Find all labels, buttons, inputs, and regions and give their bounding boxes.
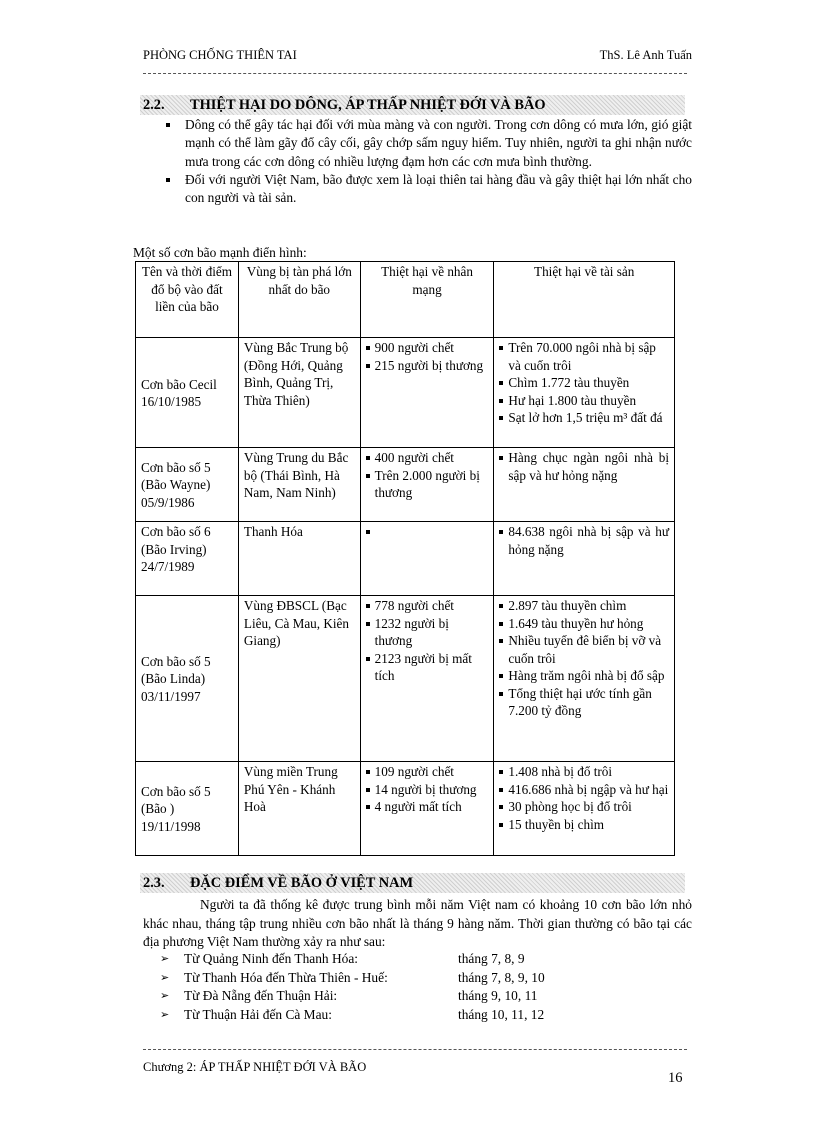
storm-name: Cơn bão Cecil 16/10/1985 bbox=[136, 338, 239, 448]
storm-human bbox=[360, 596, 494, 762]
region-months: tháng 9, 10, 11 bbox=[458, 988, 538, 1004]
list-item: 2123 người bị mất tích bbox=[366, 650, 489, 685]
list-item: Hàng chục ngàn ngôi nhà bị sập và hư hỏng nặng bbox=[499, 449, 669, 484]
list-item: 2.897 tàu thuyền chìm bbox=[499, 597, 669, 615]
storm-property bbox=[494, 522, 675, 596]
storm-area: Vùng ĐBSCL (Bạc Liêu, Cà Mau, Kiên Giang) bbox=[238, 596, 360, 762]
storm-season-paragraph: Người ta đã thống kê được trung bình mỗi năm Việt nam có khoảng 10 cơn bão lớn nhỏ khác nhau, tháng tập trung nhiều cơn bão nhất là tháng 9 hàng năm. Thời gian thường có bão tại các địa phương Việt Nam thường xảy ra như sau: bbox=[143, 897, 692, 950]
page-number: 16 bbox=[668, 1070, 683, 1086]
footer-divider bbox=[143, 1049, 687, 1050]
region-name: Từ Quảng Ninh đến Thanh Hóa: bbox=[184, 951, 358, 966]
storm-human bbox=[360, 338, 494, 448]
header-cell: Thiệt hại về tài sản bbox=[494, 262, 675, 338]
arrow-bullet-icon: ➢ bbox=[160, 1008, 170, 1021]
region-months: tháng 7, 8, 9, 10 bbox=[458, 969, 545, 985]
list-item: 15 thuyền bị chìm bbox=[499, 816, 669, 834]
storm-property bbox=[494, 448, 675, 522]
list-item: 215 người bị thương bbox=[366, 357, 489, 375]
storm-property bbox=[494, 596, 675, 762]
header-title: PHÒNG CHỐNG THIÊN TAI bbox=[143, 48, 297, 62]
list-item: Sạt lở hơn 1,5 triệu m³ đất đá bbox=[499, 409, 669, 427]
section-title: THIỆT HẠI DO DÔNG, ÁP THẤP NHIỆT ĐỚI VÀ BÃO bbox=[190, 97, 546, 113]
storm-area: Vùng Trung du Bắc bộ (Thái Bình, Hà Nam, Nam Ninh) bbox=[238, 448, 360, 522]
storm-name: Cơn bão số 5 (Bão Wayne) 05/9/1986 bbox=[136, 448, 239, 522]
damage-bullet-list bbox=[160, 116, 692, 207]
section-number: 2.2. bbox=[143, 97, 165, 113]
region-months: tháng 10, 11, 12 bbox=[458, 1006, 545, 1022]
list-item: Hàng trăm ngôi nhà bị đổ sập bbox=[499, 667, 669, 685]
list-item: 1.649 tàu thuyền hư hỏng bbox=[499, 615, 669, 633]
table-header-row bbox=[136, 262, 675, 338]
region-name: Từ Thanh Hóa đến Thừa Thiên - Huế: bbox=[184, 969, 388, 985]
region-name: Từ Thuận Hải đến Cà Mau: bbox=[184, 1006, 332, 1022]
arrow-bullet-icon: ➢ bbox=[160, 990, 170, 1003]
list-item: 1232 người bị thương bbox=[366, 615, 489, 650]
header-cell: Tên và thời điểm đổ bộ vào đất liền của bão bbox=[136, 262, 239, 338]
section-heading-2-3 bbox=[140, 873, 685, 893]
storm-area: Vùng Bắc Trung bộ (Đồng Hới, Quảng Bình, Quảng Trị, Thừa Thiên) bbox=[238, 338, 360, 448]
header-cell: Vùng bị tàn phá lớn nhất do bão bbox=[238, 262, 360, 338]
storm-table bbox=[135, 261, 675, 856]
table-row bbox=[136, 596, 675, 762]
list-item: 14 người bị thương bbox=[366, 781, 489, 799]
arrow-bullet-icon: ➢ bbox=[160, 971, 170, 984]
table-row bbox=[136, 338, 675, 448]
table-row bbox=[136, 448, 675, 522]
list-item: 84.638 ngôi nhà bị sập và hư hỏng nặng bbox=[499, 523, 669, 558]
storm-human bbox=[360, 522, 494, 596]
section-title: ĐẶC ĐIỂM VỀ BÃO Ở VIỆT NAM bbox=[190, 875, 414, 891]
list-item: 416.686 nhà bị ngập và hư hại bbox=[499, 781, 669, 799]
header-author: ThS. Lê Anh Tuấn bbox=[599, 48, 692, 62]
header-divider bbox=[143, 73, 687, 74]
list-item: 900 người chết bbox=[366, 339, 489, 357]
list-item: 400 người chết bbox=[366, 449, 489, 467]
list-item: 109 người chết bbox=[366, 763, 489, 781]
storm-name: Cơn bão số 5 (Bão ) 19/11/1998 bbox=[136, 762, 239, 856]
list-item: Tổng thiệt hại ước tính gần 7.200 tỷ đồng bbox=[499, 685, 669, 720]
footer-chapter: Chương 2: ÁP THẤP NHIỆT ĐỚI VÀ BÃO bbox=[143, 1060, 367, 1074]
list-item: Chìm 1.772 tàu thuyền bbox=[499, 374, 669, 392]
list-item: 1.408 nhà bị đổ trôi bbox=[499, 763, 669, 781]
storm-name: Cơn bão số 6 (Bão Irving) 24/7/1989 bbox=[136, 522, 239, 596]
list-item: Trên 2.000 người bị thương bbox=[366, 467, 489, 502]
region-name: Từ Đà Nẵng đến Thuận Hải: bbox=[184, 988, 338, 1004]
storm-property bbox=[494, 338, 675, 448]
storm-area: Vùng miền Trung Phú Yên - Khánh Hoà bbox=[238, 762, 360, 856]
region-months: tháng 7, 8, 9 bbox=[458, 951, 525, 966]
storm-human bbox=[360, 762, 494, 856]
list-item: 30 phòng học bị đổ trôi bbox=[499, 798, 669, 816]
bullet-item: Đối với người Việt Nam, bão được xem là loại thiên tai hàng đầu và gây thiệt hại lớn nhất cho con người và tài sản. bbox=[160, 171, 692, 208]
storm-name: Cơn bão số 5 (Bão Linda) 03/11/1997 bbox=[136, 596, 239, 762]
list-item: 778 người chết bbox=[366, 597, 489, 615]
table-row bbox=[136, 522, 675, 596]
section-number: 2.3. bbox=[143, 875, 165, 891]
storm-property bbox=[494, 762, 675, 856]
storm-area: Thanh Hóa bbox=[238, 522, 360, 596]
list-item: Nhiều tuyến đê biển bị vỡ và cuốn trôi bbox=[499, 632, 669, 667]
arrow-bullet-icon: ➢ bbox=[160, 953, 170, 965]
header-cell: Thiệt hại về nhân mạng bbox=[360, 262, 494, 338]
table-caption: Một số cơn bão mạnh điển hình: bbox=[133, 245, 307, 260]
table-row bbox=[136, 762, 675, 856]
bullet-item: Dông có thể gây tác hại đối với mùa màng và con người. Trong cơn dông có mưa lớn, gió giật mạnh có thể làm gãy đổ cây cối, gây chớp sấm nguy hiểm. Tuy nhiên, người ta ghi nhận nước mưa trong các cơn dông có nhiều lượng đạm hơn các cơn mưa bình thường. bbox=[160, 116, 692, 171]
list-item: 4 người mất tích bbox=[366, 798, 489, 816]
list-item: Hư hại 1.800 tàu thuyền bbox=[499, 392, 669, 410]
list-item: Trên 70.000 ngôi nhà bị sập và cuốn trôi bbox=[499, 339, 669, 374]
section-heading-2-2 bbox=[140, 95, 685, 115]
storm-human bbox=[360, 448, 494, 522]
